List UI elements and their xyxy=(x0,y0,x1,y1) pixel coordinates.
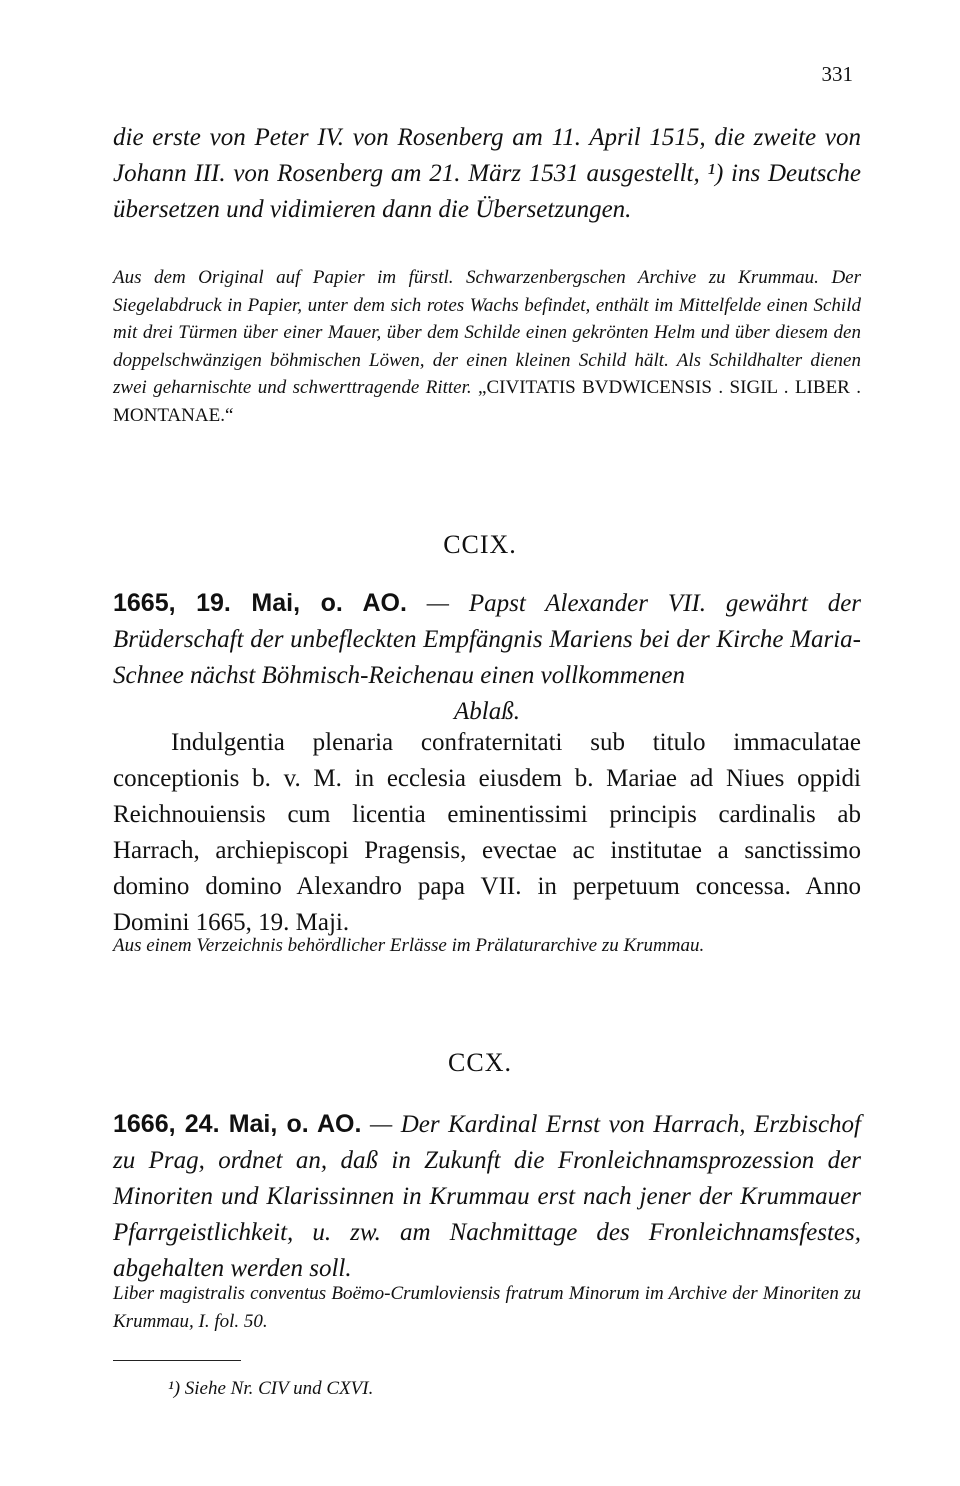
footnote-text: Siehe Nr. CIV und CXVI. xyxy=(184,1378,374,1399)
document-heading-ccx: CCX. xyxy=(448,1048,512,1077)
source-note-ccx: Liber magistralis conventus Boëmo-Crumloviensis fratrum Minorum im Archive der Minoriten zu Krummau, I. fol. 50. xyxy=(113,1283,861,1332)
page-number: 331 xyxy=(821,62,853,86)
footnote-rule xyxy=(113,1360,241,1361)
document-date-ccx: 1666, 24. Mai, o. AO. xyxy=(113,1110,362,1138)
intro-paragraph: die erste von Peter IV. von Rosenberg am 11. April 1515, die zweite von Johann III. von Rosenberg am 21. März 1531 ausgestellt, ¹) ins Deutsche übersetzen und vidimieren dann die Übersetzungen. xyxy=(113,124,861,223)
summary-end-ccix: Ablaß. xyxy=(454,698,520,725)
footnote xyxy=(168,1378,373,1400)
source-note-ccix: Aus einem Verzeichnis behördlicher Erlässe im Prälaturarchive zu Krummau. xyxy=(113,935,705,956)
latin-text-ccix: Indulgentia plenaria confraternitati sub titulo immaculatae conceptionis b. v. M. in ecclesia eiusdem b. Mariae ad Niues oppidi Reichnouiensis cum licentia eminentissimi principis cardinalis ab Harrach, archiepiscopi Pragensis, evectae ac institutae a sanctissimo domino domino Alexandro papa VII. in perpetuum concessa. Anno Domini 1665, 19. Maji. xyxy=(113,729,861,936)
seal-legend: „CIVITATIS BVDWICENSIS . SIGIL . LIBER . MONTANAE.“ xyxy=(113,377,862,426)
document-heading-ccix: CCIX. xyxy=(443,530,517,559)
document-date-ccix: 1665, 19. Mai, o. AO. xyxy=(113,589,407,617)
date-dash: — xyxy=(406,590,469,617)
summary-text-ccix: Papst Alexander VII. gewährt der Brüderschaft der unbefleckten Empfängnis Mariens bei der Kirche Maria-Schnee nächst Böhmisch-Reichenau einen vollkommenen xyxy=(113,590,862,689)
document-summary-ccx xyxy=(113,1106,861,1287)
source-note-original xyxy=(113,264,861,429)
document-summary-ccix xyxy=(113,585,861,730)
source-note-text: Aus dem Original auf Papier im fürstl. Schwarzenbergschen Archive zu Krummau. Der Siegelabdruck in Papier, unter dem sich rotes Wachs befindet, enthält im Mittelfelde einen Schild mit drei Türmen über einer Mauer, über dem Schilde einen gekrönten Helm und über diesem den doppelschwänzigen böhmischen Löwen, der einen kleinen Schild hält. Als Schildhalter dienen zwei geharnischte und schwerttragende Ritter. xyxy=(113,267,861,398)
summary-text-ccx: Der Kardinal Ernst von Harrach, Erzbischof zu Prag, ordnet an, daß in Zukunft die Fronleichnamsprozession der Minoriten und Klarissinnen in Krummau erst nach jener der Krummauer Pfarrgeistlichkeit, u. zw. am Nachmittage des Fronleichnamsfestes, abgehalten werden soll. xyxy=(113,1111,862,1282)
footnote-mark: ¹) xyxy=(168,1378,181,1399)
date-dash: — xyxy=(361,1111,401,1138)
